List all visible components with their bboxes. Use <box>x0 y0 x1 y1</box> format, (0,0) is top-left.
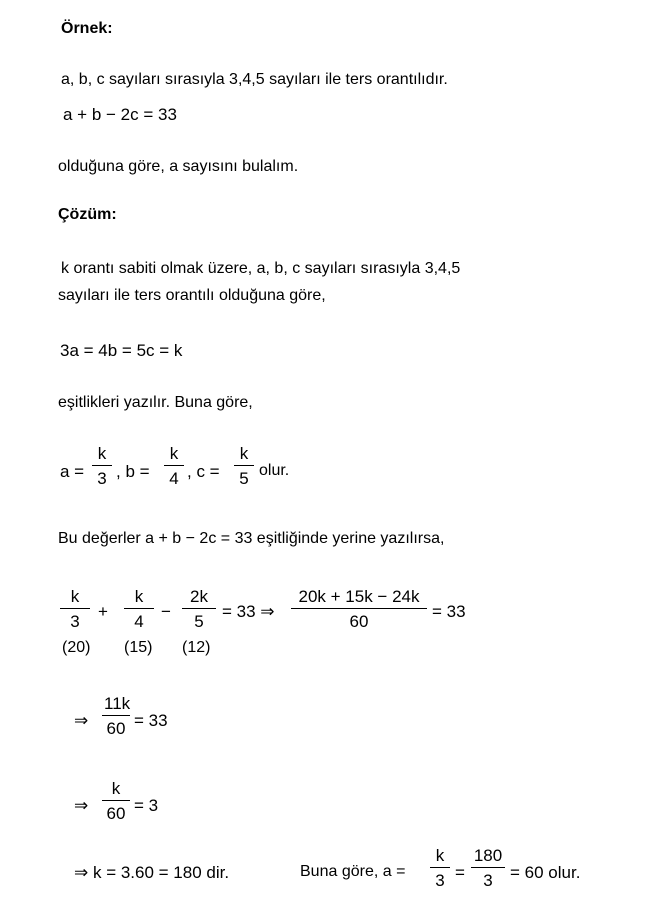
eq3-end: = 33 <box>432 602 466 621</box>
fraction-denominator: 3 <box>70 612 80 631</box>
final-buna-gore: Buna göre, a = <box>300 863 406 880</box>
solution-text-2: eşitlikleri yazılır. Buna göre, <box>58 394 253 411</box>
fraction-k-4 <box>124 588 154 630</box>
fraction-combined <box>291 588 427 630</box>
multiplier-15: (15) <box>124 639 153 656</box>
fraction-k-60 <box>102 780 130 822</box>
fraction-denominator: 60 <box>106 719 126 738</box>
fraction-numerator: 20k + 15k − 24k <box>298 587 420 606</box>
plus-sign: + <box>98 602 108 621</box>
fraction-numerator: k <box>134 587 144 606</box>
fraction-11k-60 <box>102 695 130 737</box>
solution-heading: Çözüm: <box>58 206 117 223</box>
fraction-numerator: k <box>435 846 445 865</box>
implies-arrow: ⇒ <box>74 796 89 815</box>
eq2-tail: olur. <box>259 462 290 479</box>
fraction-denominator: 4 <box>169 469 179 488</box>
solution-para-line-1: k orantı sabiti olmak üzere, a, b, c sayıları sırasıyla 3,4,5 <box>61 260 461 277</box>
fraction-numerator: 180 <box>473 846 503 865</box>
eq-b-lhs: , b = <box>116 462 150 481</box>
implies-arrow: ⇒ <box>74 711 89 730</box>
fraction-k-3-final <box>430 847 450 889</box>
final-k-value: ⇒ k = 3.60 = 180 dir. <box>74 863 230 882</box>
multiplier-20: (20) <box>62 639 91 656</box>
fraction-2k-5 <box>182 588 216 630</box>
eq-a-lhs: a = <box>60 462 85 481</box>
eq3-mid: = 33 ⇒ <box>222 602 275 621</box>
equation-3a-4b-5c-k: 3a = 4b = 5c = k <box>60 341 183 360</box>
problem-line-1: a, b, c sayıları sırasıyla 3,4,5 sayıları ile ters orantılıdır. <box>61 71 448 88</box>
fraction-180-3 <box>471 847 505 889</box>
fraction-a <box>92 445 112 487</box>
fraction-k-3 <box>60 588 90 630</box>
fraction-numerator: k <box>239 444 249 463</box>
eq4-rhs: = 33 <box>134 711 168 730</box>
fraction-denominator: 3 <box>435 871 445 890</box>
fraction-numerator: k <box>169 444 179 463</box>
final-result: = 60 olur. <box>510 863 581 882</box>
solution-para-line-2: sayıları ile ters orantılı olduğuna göre, <box>58 287 326 304</box>
solution-text-3: Bu değerler a + b − 2c = 33 eşitliğinde yerine yazılırsa, <box>58 530 445 547</box>
fraction-denominator: 4 <box>134 612 144 631</box>
equals-sign: = <box>455 863 465 882</box>
multiplier-12: (12) <box>182 639 211 656</box>
fraction-numerator: k <box>70 587 80 606</box>
fraction-denominator: 3 <box>97 469 107 488</box>
fraction-denominator: 5 <box>239 469 249 488</box>
problem-line-3: olduğuna göre, a sayısını bulalım. <box>58 158 299 175</box>
fraction-denominator: 3 <box>483 871 493 890</box>
fraction-numerator: 11k <box>104 694 131 713</box>
fraction-c <box>234 445 254 487</box>
fraction-numerator: k <box>97 444 107 463</box>
minus-sign: − <box>161 602 171 621</box>
fraction-b <box>164 445 184 487</box>
eq-c-lhs: , c = <box>187 462 220 481</box>
example-heading: Örnek: <box>61 20 113 37</box>
fraction-denominator: 60 <box>349 612 369 631</box>
fraction-denominator: 60 <box>106 804 126 823</box>
fraction-numerator: k <box>111 779 121 798</box>
problem-equation: a + b − 2c = 33 <box>63 105 177 124</box>
fraction-numerator: 2k <box>190 587 208 606</box>
fraction-denominator: 5 <box>194 612 204 631</box>
eq5-rhs: = 3 <box>134 796 159 815</box>
